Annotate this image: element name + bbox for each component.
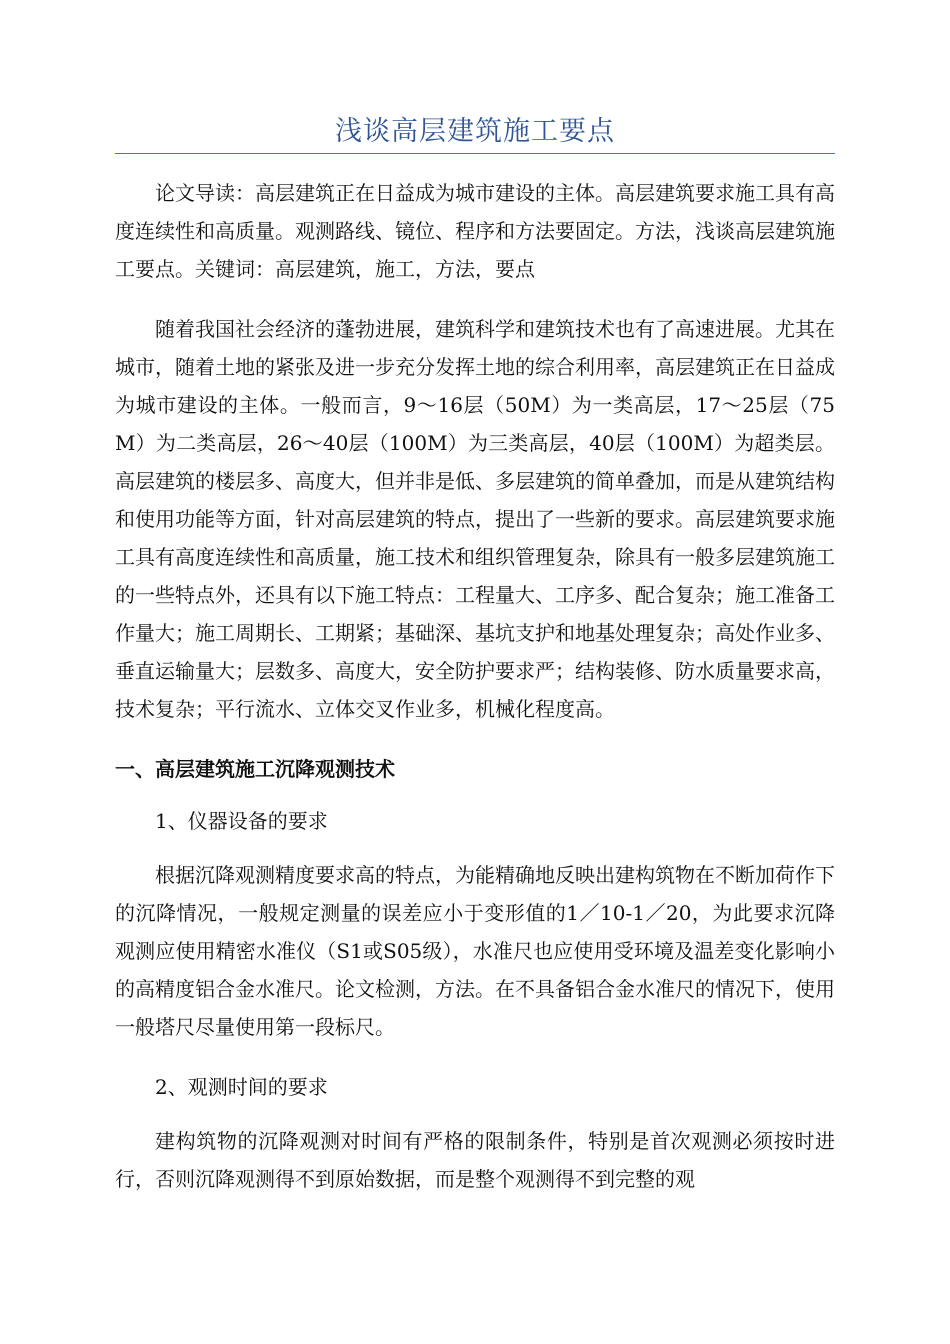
- subsection-paragraph-2: 建构筑物的沉降观测对时间有严格的限制条件，特别是首次观测必须按时进行，否则沉降观测得不到原始数据，而是整个观测得不到完整的观: [115, 1129, 835, 1191]
- subsection-heading-1: 1、仪器设备的要求: [155, 809, 328, 833]
- title-underline: [115, 153, 835, 154]
- section-heading-1: 一、高层建筑施工沉降观测技术: [115, 757, 395, 781]
- intro-paragraph: 论文导读：高层建筑正在日益成为城市建设的主体。高层建筑要求施工具有高度连续性和高质量。观测路线、镜位、程序和方法要固定。方法，浅谈高层建筑施工要点。关键词：高层建筑，施工，方法，要点: [115, 181, 835, 281]
- subsection-paragraph-1: 根据沉降观测精度要求高的特点，为能精确地反映出建构筑物在不断加荷作下的沉降情况，一般规定测量的误差应小于变形值的1／10-1／20，为此要求沉降观测应使用精密水准仪（S1或S05级），水准尺也应使用受环境及温差变化影响小的高精度铝合金水准尺。论文检测，方法。在不具备铝合金水准尺的情况下，使用一般塔尺尽量使用第一段标尺。: [115, 863, 835, 1039]
- body-paragraph-1: 随着我国社会经济的蓬勃进展，建筑科学和建筑技术也有了高速进展。尤其在城市，随着土地的紧张及进一步充分发挥土地的综合利用率，高层建筑正在日益成为城市建设的主体。一般而言，9～16层（50M）为一类高层，17～25层（75M）为二类高层，26～40层（100M）为三类高层，40层（100M）为超类层。高层建筑的楼层多、高度大，但并非是低、多层建筑的简单叠加，而是从建筑结构和使用功能等方面，针对高层建筑的特点，提出了一些新的要求。高层建筑要求施工具有高度连续性和高质量，施工技术和组织管理复杂，除具有一般多层建筑施工的一些特点外，还具有以下施工特点：工程量大、工序多、配合复杂；施工准备工作量大；施工周期长、工期紧；基础深、基坑支护和地基处理复杂；高处作业多、垂直运输量大；层数多、高度大，安全防护要求严；结构装修、防水质量要求高，技术复杂；平行流水、立体交叉作业多，机械化程度高。: [115, 317, 835, 721]
- document-body: [115, 174, 835, 1220]
- subsection-heading-2: 2、观测时间的要求: [155, 1075, 328, 1099]
- document-title: 浅谈高层建筑施工要点: [335, 116, 615, 147]
